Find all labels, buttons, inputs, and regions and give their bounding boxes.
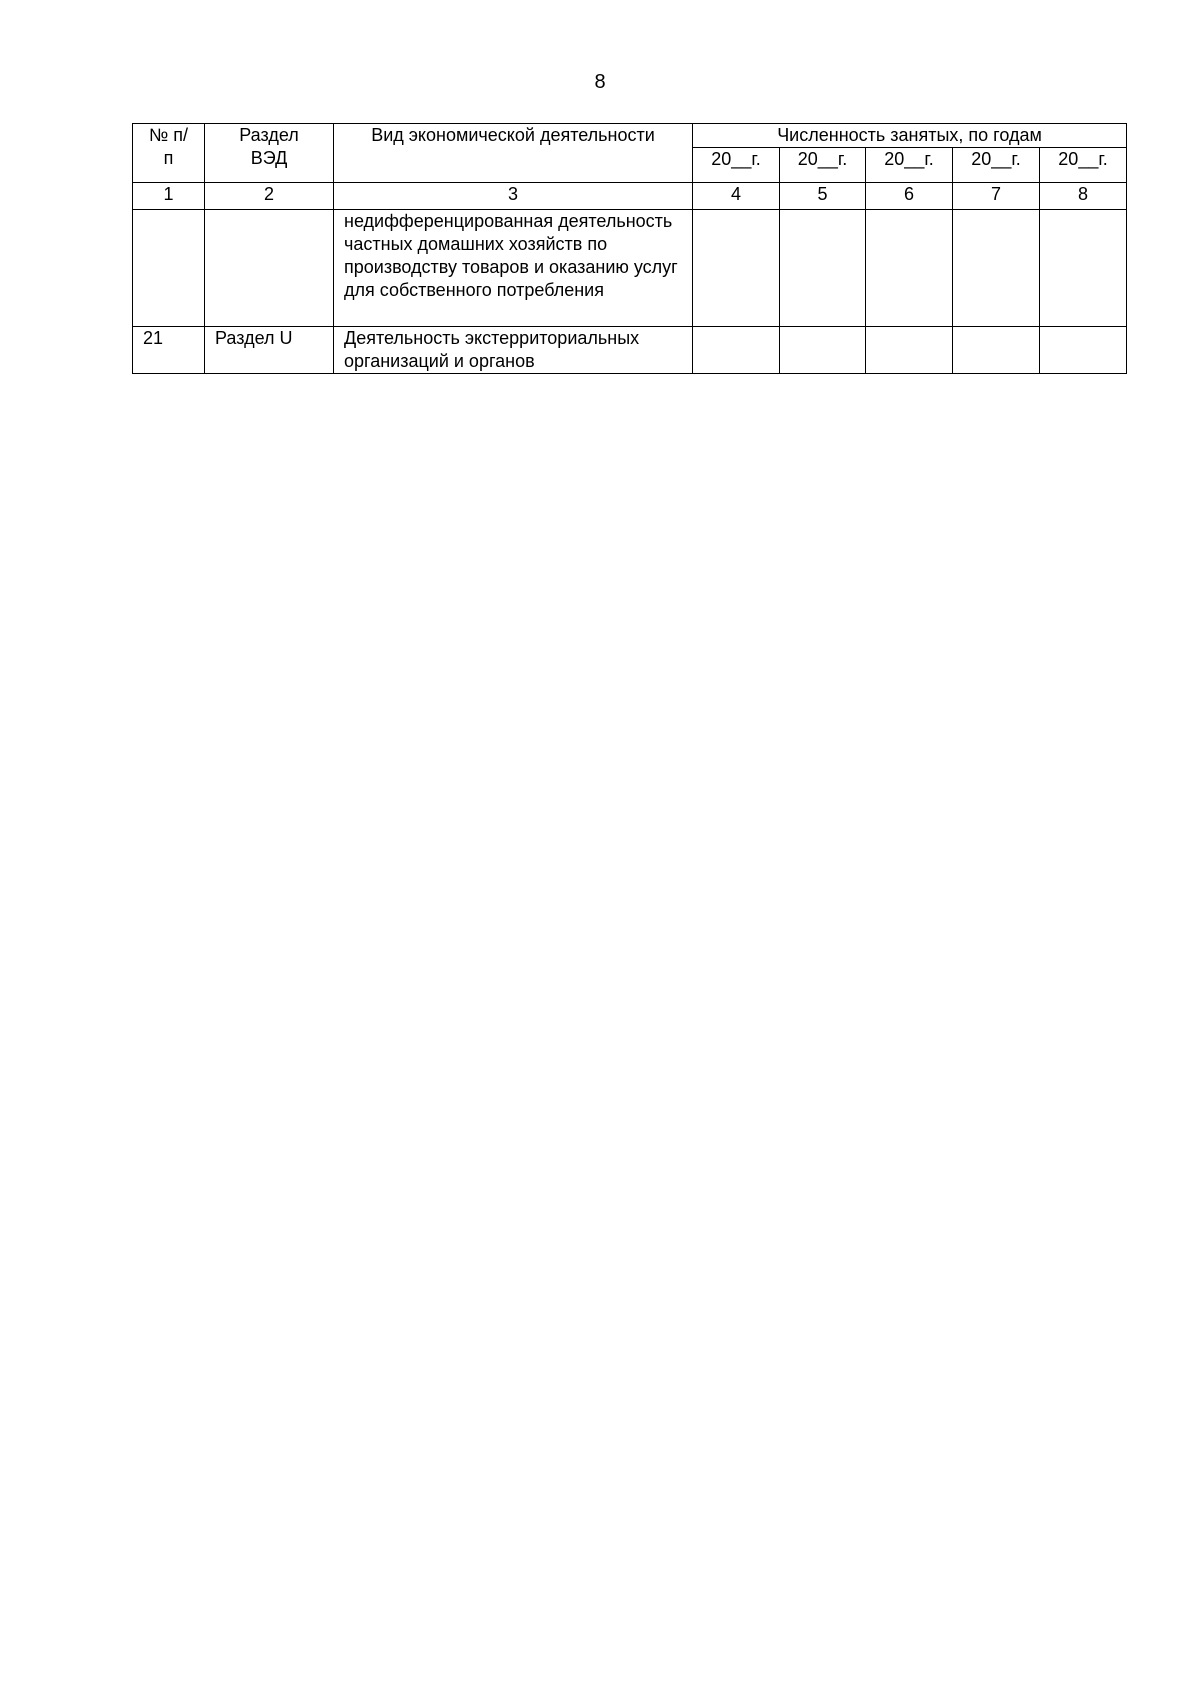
row-value [780, 327, 866, 374]
column-number: 2 [205, 183, 334, 210]
column-number-row [133, 183, 1127, 210]
row-value [693, 327, 780, 374]
row-value [1040, 210, 1127, 327]
row-value [866, 210, 953, 327]
page-number: 8 [594, 71, 606, 93]
row-num [133, 210, 205, 327]
header-year-2: 20__г. [780, 148, 866, 183]
row-activity: недифференцированная деятельность частных домашних хозяйств по производству товаров и оказанию услуг для собственного потребления [334, 210, 693, 327]
column-number: 7 [953, 183, 1040, 210]
header-num: № п/п [133, 124, 205, 183]
row-section [205, 210, 334, 327]
column-number: 6 [866, 183, 953, 210]
employment-table [132, 123, 1127, 374]
header-year-3: 20__г. [866, 148, 953, 183]
header-year-4: 20__г. [953, 148, 1040, 183]
row-activity: Деятельность экстерриториальных организаций и органов [334, 327, 693, 374]
row-value [780, 210, 866, 327]
table-row [133, 327, 1127, 374]
header-year-1: 20__г. [693, 148, 780, 183]
column-number: 3 [334, 183, 693, 210]
row-section: Раздел U [205, 327, 334, 374]
column-number: 4 [693, 183, 780, 210]
column-number: 8 [1040, 183, 1127, 210]
row-value [953, 327, 1040, 374]
header-section: Раздел ВЭД [205, 124, 334, 183]
column-number: 5 [780, 183, 866, 210]
row-num: 21 [133, 327, 205, 374]
header-activity: Вид экономической деятельности [334, 124, 693, 183]
row-value [1040, 327, 1127, 374]
column-number: 1 [133, 183, 205, 210]
header-row-main [133, 124, 1127, 148]
row-value [953, 210, 1040, 327]
header-employment: Численность занятых, по годам [693, 124, 1127, 148]
row-value [866, 327, 953, 374]
table-row [133, 210, 1127, 327]
header-year-5: 20__г. [1040, 148, 1127, 183]
row-value [693, 210, 780, 327]
